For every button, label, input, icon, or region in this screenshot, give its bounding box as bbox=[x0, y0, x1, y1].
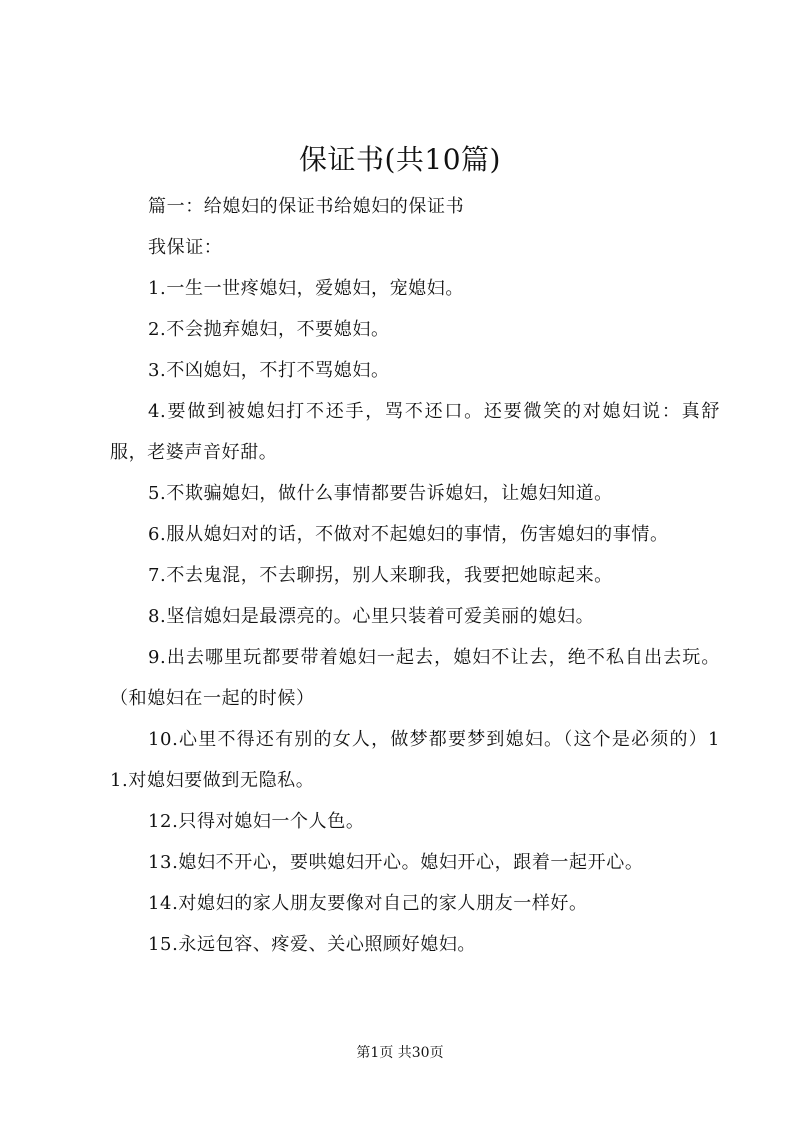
paragraph: 9.出去哪里玩都要带着媳妇一起去，媳妇不让去，绝不私自出去玩。（和媳妇在一起的时候） bbox=[110, 647, 720, 709]
paragraph: 8.坚信媳妇是最漂亮的。心里只装着可爱美丽的媳妇。 bbox=[148, 606, 595, 627]
paragraph: 5.不欺骗媳妇，做什么事情都要告诉媳妇，让媳妇知道。 bbox=[148, 483, 613, 504]
paragraph: 15.永远包容、疼爱、关心照顾好媳妇。 bbox=[148, 934, 477, 955]
page-footer: 第1页 共30页 bbox=[356, 1045, 444, 1061]
paragraph: 3.不凶媳妇，不打不骂媳妇。 bbox=[148, 360, 390, 381]
paragraph: 1.一生一世疼媳妇，爱媳妇，宠媳妇。 bbox=[148, 278, 464, 299]
paragraph: 2.不会抛弃媳妇，不要媳妇。 bbox=[148, 319, 390, 340]
paragraph: 7.不去鬼混，不去聊拐，别人来聊我，我要把她晾起来。 bbox=[148, 565, 613, 586]
paragraph: 13.媳妇不开心，要哄媳妇开心。媳妇开心，跟着一起开心。 bbox=[148, 852, 644, 873]
paragraph: 6.服从媳妇对的话，不做对不起媳妇的事情，伤害媳妇的事情。 bbox=[148, 524, 669, 545]
paragraph: 篇一：给媳妇的保证书给媳妇的保证书 bbox=[148, 196, 465, 217]
paragraph: 12.只得对媳妇一个人色。 bbox=[148, 811, 365, 832]
document-body bbox=[110, 186, 720, 965]
paragraph: 14.对媳妇的家人朋友要像对自己的家人朋友一样好。 bbox=[148, 893, 588, 914]
document-title: 保证书(共10篇) bbox=[299, 143, 501, 176]
paragraph: 我保证： bbox=[148, 237, 223, 258]
paragraph: 4.要做到被媳妇打不还手，骂不还口。还要微笑的对媳妇说：真舒服，老婆声音好甜。 bbox=[110, 401, 720, 463]
paragraph: 10.心里不得还有别的女人，做梦都要梦到媳妇。（这个是必须的）11.对媳妇要做到无隐私。 bbox=[110, 729, 720, 791]
